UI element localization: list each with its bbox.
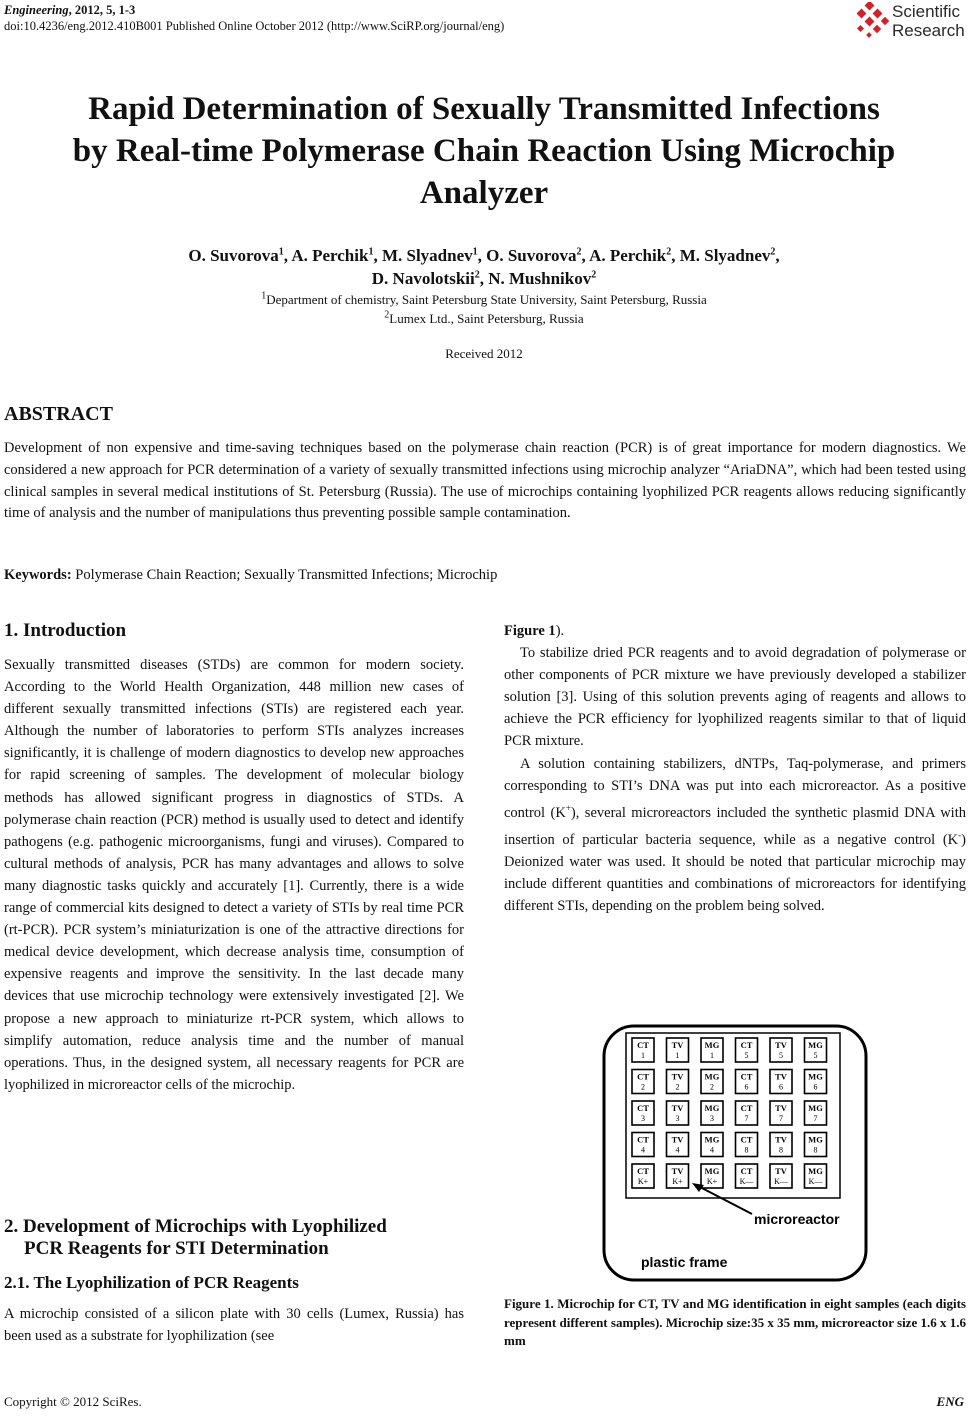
cell-target-label: MG bbox=[808, 1134, 823, 1145]
right-paragraph-2-a: A solution containing stabilizers, dNTPs, Taq-polymerase, and primers corresponding to STI’s DNA was put into each microreactor. As a positive control (K bbox=[504, 755, 966, 821]
section-1-paragraph: Sexually transmitted diseases (STDs) are common for modern society. According to the World Health Organization, 448 million new cases of different sexually transmitted infections (STIs) are registered each year. Although the number of laboratories to perform STIs analyzes increases significantly, it is challenge of modern diagnostics to develop new approaches for rapid screening of samples. The development of molecular biology methods has allowed significant progress in diagnostics of STDs. A polymerase chain reaction (PCR) method is usually used to detect and identify pathogens (e.g. pathogenic microorganisms, fungi and viruses). Compared to cultural methods of analysis, PCR has many advantages and allows to solve many diagnostic tasks quickly and accurately [1]. Currently, there is a wide range of commercial kits designed to detect a variety of STIs by real time PCR (rt-PCR). PCR system’s miniaturization is one of the attractive directions for medical device development, which decrease analysis time, consumption of expensive reagents and improve the sensitivity. In the last decade many devices that use microchip technology were extensively investigated [2]. We propose a new approach to miniaturize rt-PCR system, which allows to simplify automation, reduce analysis time and the number of manual operations. Thus, in the designed system, all necessary reagents for PCR are lyophilized in microreactor cells of the microchip. bbox=[4, 657, 464, 1093]
cell-sample-label: 1 bbox=[675, 1051, 680, 1060]
cell-target-label: CT bbox=[740, 1103, 753, 1113]
title-line-3: Analyzer bbox=[419, 175, 549, 211]
journal-citation bbox=[4, 2, 135, 18]
cell-target-label: MG bbox=[704, 1134, 720, 1145]
abstract-heading: ABSTRACT bbox=[4, 403, 113, 425]
author-affiliation-sup: 2 bbox=[474, 269, 480, 281]
right-paragraph-2-b: ), several microreactors included the synthetic plasmid DNA with insertion of particular bacteria sequence, while as a negative control (K bbox=[504, 804, 966, 848]
figure-1-caption: Figure 1. Microchip for CT, TV and MG identification in eight samples (each digits represent different samples). Microchip size:35 x 35 mm, microreactor size 1.6 x 1.6 mm bbox=[504, 1296, 966, 1348]
right-paragraph-1: To stabilize dried PCR reagents and to avoid degradation of polymerase or other components of PCR mixture we have previously developed a stabilizer solution [3]. Using of this solution prevents aging of reagents and allows to achieve the PCR efficiency for lyophilized reagents similar to that of liquid PCR mixture. bbox=[504, 645, 966, 750]
subsection-2-1-paragraph: A microchip consisted of a silicon plate with 30 cells (Lumex, Russia) has been used as a substrate for lyophilization (see bbox=[4, 1306, 464, 1345]
cell-sample-label: 8 bbox=[744, 1145, 749, 1155]
author-separator: , bbox=[775, 246, 780, 265]
keywords-text: Polymerase Chain Reaction; Sexually Transmitted Infections; Microchip bbox=[75, 567, 498, 583]
abstract-text: Development of non expensive and time-saving techniques based on the polymerase chain reaction (PCR) is of great importance for modern diagnostics. We considered a new approach for PCR determination of a variety of sexually transmitted infections using microchip analyzer “AriaDNA”, which had been tested using clinical samples in several medical institutions of St. Petersburg (Russia). The use of microchips containing lyophilized PCR reagents allows reducing significantly time of analysis and the number of manipulations thus preventing possible sample contamination. bbox=[4, 440, 966, 522]
cell-target-label: TV bbox=[671, 1103, 684, 1113]
section-2-heading-line-2: PCR Reagents for STI Determination bbox=[24, 1238, 329, 1259]
cell-sample-label: K— bbox=[739, 1177, 754, 1186]
cell-sample-label: 1 bbox=[710, 1051, 714, 1060]
right-column-body bbox=[504, 620, 966, 917]
author-name: M. Slyadnev bbox=[381, 246, 473, 265]
plastic-frame-label: plastic frame bbox=[641, 1254, 728, 1270]
author-line-1 bbox=[0, 244, 968, 267]
cell-target-label: MG bbox=[808, 1071, 823, 1082]
affiliation-2-text: Lumex Ltd., Saint Petersburg, Russia bbox=[389, 311, 584, 326]
cell-sample-label: 3 bbox=[710, 1114, 714, 1123]
logo-text bbox=[892, 2, 965, 40]
footer-journal-abbr: ENG bbox=[936, 1394, 964, 1409]
logo-line-2: Research bbox=[892, 21, 965, 40]
right-paragraph-2 bbox=[504, 753, 966, 917]
author-separator: , bbox=[581, 246, 590, 265]
author-name: M. Slyadnev bbox=[679, 246, 771, 265]
author-affiliation-sup: 1 bbox=[278, 246, 284, 258]
cell-sample-label: 8 bbox=[779, 1145, 783, 1155]
cell-sample-label: 3 bbox=[641, 1114, 645, 1123]
microchip-diagram bbox=[602, 1024, 868, 1282]
author-separator: , bbox=[477, 246, 487, 265]
cell-target-label: TV bbox=[775, 1071, 787, 1082]
author-affiliation-sup: 2 bbox=[591, 269, 597, 281]
cell-sample-label: 3 bbox=[675, 1114, 680, 1123]
negative-control-sup: - bbox=[958, 829, 962, 840]
cell-target-label: MG bbox=[808, 1166, 823, 1176]
cell-target-label: TV bbox=[671, 1071, 684, 1082]
cell-target-label: CT bbox=[740, 1134, 753, 1145]
cell-target-label: MG bbox=[704, 1040, 720, 1050]
cell-target-label: CT bbox=[740, 1040, 753, 1050]
cell-target-label: CT bbox=[740, 1071, 753, 1082]
keywords bbox=[4, 565, 966, 586]
cell-target-label: MG bbox=[808, 1040, 823, 1050]
cell-target-label: TV bbox=[775, 1040, 787, 1050]
author-separator: , bbox=[373, 246, 382, 265]
cell-sample-label: K+ bbox=[672, 1177, 683, 1186]
logo-line-1: Scientific bbox=[892, 2, 961, 21]
section-1-heading: 1. Introduction bbox=[4, 620, 127, 641]
section-1-body bbox=[4, 654, 464, 1096]
author-affiliation-sup: 2 bbox=[770, 246, 776, 258]
author-affiliation-sup: 1 bbox=[368, 246, 374, 258]
subsection-2-1-body bbox=[4, 1303, 464, 1347]
positive-control-sup: + bbox=[565, 802, 571, 813]
cell-sample-label: 6 bbox=[813, 1082, 818, 1092]
author-affiliation-sup: 1 bbox=[472, 246, 478, 258]
journal-name: Engineering bbox=[4, 3, 69, 17]
cell-target-label: MG bbox=[704, 1166, 720, 1176]
author-name: A. Perchik bbox=[589, 246, 667, 265]
doi-line: doi:10.4236/eng.2012.410B001 Published Online October 2012 (http://www.SciRP.org/journal/eng) bbox=[4, 19, 505, 33]
cell-sample-label: 1 bbox=[641, 1051, 645, 1060]
cell-sample-label: 6 bbox=[744, 1082, 749, 1092]
publisher-logo bbox=[852, 2, 968, 44]
cell-target-label: MG bbox=[704, 1071, 720, 1082]
scirp-logo-icon bbox=[852, 2, 892, 42]
author-separator: , bbox=[283, 246, 292, 265]
cell-sample-label: 2 bbox=[710, 1082, 714, 1092]
affiliation-1-sup: 1 bbox=[261, 290, 267, 302]
author-affiliation-sup: 2 bbox=[576, 246, 582, 258]
cell-sample-label: K— bbox=[774, 1177, 788, 1186]
author-name: O. Suvorova bbox=[486, 246, 577, 265]
cell-target-label: CT bbox=[740, 1166, 753, 1176]
cell-sample-label: 7 bbox=[779, 1114, 783, 1123]
cell-sample-label: 7 bbox=[744, 1114, 749, 1123]
cell-sample-label: K+ bbox=[706, 1177, 718, 1186]
cell-target-label: CT bbox=[637, 1103, 649, 1113]
figure-1-ref: Figure 1 bbox=[504, 623, 556, 639]
subsection-2-1-heading: 2.1. The Lyophilization of PCR Reagents bbox=[4, 1273, 299, 1292]
figure-ref-line bbox=[504, 620, 966, 642]
affiliation-1 bbox=[0, 291, 968, 309]
cell-sample-label: 4 bbox=[710, 1145, 714, 1155]
cell-target-label: TV bbox=[775, 1103, 787, 1113]
author-affiliation-sup: 2 bbox=[666, 246, 672, 258]
cell-sample-label: 2 bbox=[675, 1082, 680, 1092]
cell-sample-label: 5 bbox=[779, 1051, 783, 1060]
author-line-2 bbox=[0, 267, 968, 290]
cell-target-label: TV bbox=[671, 1040, 684, 1050]
affiliation-2 bbox=[0, 310, 968, 328]
cell-target-label: TV bbox=[775, 1166, 787, 1176]
cell-target-label: TV bbox=[671, 1134, 684, 1145]
cell-sample-label: 2 bbox=[641, 1082, 645, 1092]
author-separator: , bbox=[479, 269, 489, 288]
cell-target-label: CT bbox=[637, 1166, 649, 1176]
title-line-1: Rapid Determination of Sexually Transmitted Infections bbox=[88, 91, 880, 127]
author-list bbox=[0, 244, 968, 290]
cell-sample-label: 5 bbox=[813, 1051, 818, 1060]
affiliation-2-sup: 2 bbox=[384, 309, 390, 321]
cell-sample-label: K+ bbox=[637, 1177, 649, 1186]
cell-sample-label: 8 bbox=[813, 1145, 818, 1155]
footer-copyright: Copyright © 2012 SciRes. bbox=[4, 1394, 142, 1409]
cell-sample-label: 5 bbox=[744, 1051, 749, 1060]
cell-sample-label: 4 bbox=[641, 1145, 645, 1155]
cell-target-label: CT bbox=[637, 1134, 649, 1145]
right-paragraph-2-c: ) Deionized water was used. It should be noted that particular microchip may include different quantities and combinations of microreactors for identifying different STIs, depending on the problem being solved. bbox=[504, 831, 966, 914]
received-date: Received 2012 bbox=[445, 346, 523, 361]
cell-target-label: TV bbox=[775, 1134, 787, 1145]
section-2-heading-line-1: 2. Development of Microchips with Lyophilized bbox=[4, 1216, 387, 1237]
author-name: O. Suvorova bbox=[188, 246, 279, 265]
cell-target-label: MG bbox=[704, 1103, 720, 1113]
author-name: D. Navolotskii bbox=[371, 269, 475, 288]
cell-sample-label: K— bbox=[808, 1177, 823, 1186]
author-separator: , bbox=[671, 246, 680, 265]
cell-target-label: MG bbox=[808, 1103, 823, 1113]
cell-sample-label: 6 bbox=[779, 1082, 783, 1092]
section-2-heading bbox=[4, 1216, 474, 1260]
affiliation-1-text: Department of chemistry, Saint Petersburg State University, Saint Petersburg, Russia bbox=[266, 292, 707, 307]
microreactor-label: microreactor bbox=[754, 1211, 840, 1227]
figure-ref-tail: ). bbox=[555, 623, 565, 639]
cell-sample-label: 7 bbox=[813, 1114, 818, 1123]
paper-title bbox=[0, 88, 968, 214]
title-line-2: by Real-time Polymerase Chain Reaction Using Microchip bbox=[72, 133, 896, 169]
author-name: N. Mushnikov bbox=[488, 269, 592, 288]
journal-volume: , 2012, 5, 1-3 bbox=[68, 3, 136, 17]
cell-target-label: TV bbox=[671, 1166, 684, 1176]
author-name: A. Perchik bbox=[291, 246, 369, 265]
cell-target-label: CT bbox=[637, 1040, 649, 1050]
cell-sample-label: 4 bbox=[675, 1145, 680, 1155]
keywords-label: Keywords: bbox=[4, 567, 72, 583]
figure-1 bbox=[602, 1024, 868, 1282]
cell-target-label: CT bbox=[637, 1071, 649, 1082]
